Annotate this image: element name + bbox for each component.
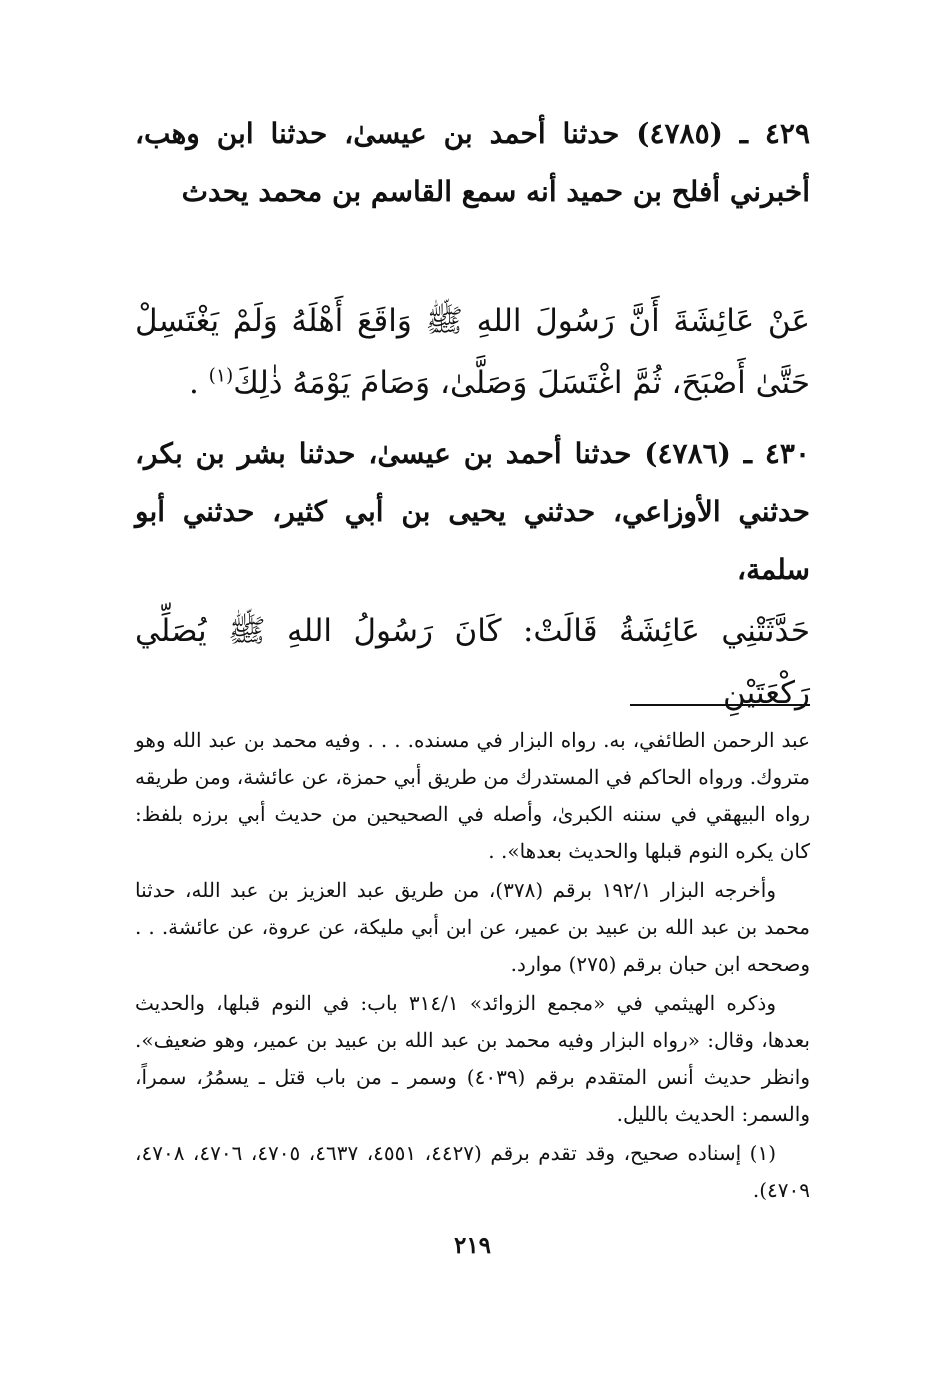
footnote-paragraph-3: وذكره الهيثمي في «مجمع الزوائد» ٣١٤/١ باب: في النوم قبلها، والحديث بعدها، وقال: «رواه البزار وفيه محمد بن عبد الله بن عبيد بن عمير، وهو ضعيف». وانظر حديث أنس المتقدم برقم (٤٠٣٩) وسمر ـ من باب قتل ـ يسمُرُ، سمراً، والسمر: الحديث بالليل. <box>135 991 811 1126</box>
footnote-paragraph-2: وأخرجه البزار ١٩٢/١ برقم (٣٧٨)، من طريق عبد العزيز بن عبد الله، حدثنا محمد بن عبد الله بن عبيد بن عمير، عن ابن أبي مليكة، عن عروة، عن عائشة. . . وصححه ابن حبان برقم (٢٧٥) موارد. <box>135 878 810 976</box>
footnote-divider <box>630 704 810 706</box>
hadith-429-matn <box>135 290 810 414</box>
footnote-reference: (١) <box>208 365 234 387</box>
footnote-paragraph-4: (١) إسناده صحيح، وقد تقدم برقم (٤٤٢٧، ٤٥٥١، ٤٦٣٧، ٤٧٠٥، ٤٧٠٦، ٤٧٠٨، ٤٧٠٩). <box>135 1141 810 1202</box>
footnotes-section <box>135 722 810 1211</box>
hadith-429-end-mark: . <box>188 365 209 401</box>
hadith-430-isnad: ٤٣٠ ـ (٤٧٨٦) حدثنا أحمد بن عيسىٰ، حدثنا بشر بن بكر، حدثني الأوزاعي، حدثني يحيى بن أبي كثير، حدثني أبو سلمة، <box>135 437 811 586</box>
hadith-429-isnad: ٤٢٩ ـ (٤٧٨٥) حدثنا أحمد بن عيسىٰ، حدثنا ابن وهب، أخبرني أفلح بن حميد أنه سمع القاسم بن محمد يحدث <box>135 117 810 208</box>
footnote-paragraph-1: عبد الرحمن الطائفي، به. رواه البزار في مسنده. . . . وفيه محمد بن عبد الله وهو متروك. ورواه الحاكم في المستدرك من طريق أبي حمزة، عن عائشة، ومن طريقه رواه البيهقي في سننه الكبرىٰ، وأصله في الصحيحين من حديث أبي برزه بلفظ: كان يكره النوم قبلها والحديث بعدها». . <box>135 728 810 863</box>
page-number: ٢١٩ <box>453 1232 492 1259</box>
hadith-430-matn: حَدَّثَتْنِي عَائِشَةُ قَالَتْ: كَانَ رَسُولُ اللهِ ﷺ يُصَلِّي رَكْعَتَيْنِ <box>135 613 810 711</box>
hadith-429-matn-text: عَنْ عَائِشَةَ أَنَّ رَسُولَ اللهِ ﷺ وَاقَعَ أَهْلَهُ وَلَمْ يَغْتَسِلْ حَتَّىٰ أَصْبَحَ، ثُمَّ اغْتَسَلَ وَصَلَّىٰ، وَصَامَ يَوْمَهُ ذٰلِكَ <box>135 303 810 401</box>
